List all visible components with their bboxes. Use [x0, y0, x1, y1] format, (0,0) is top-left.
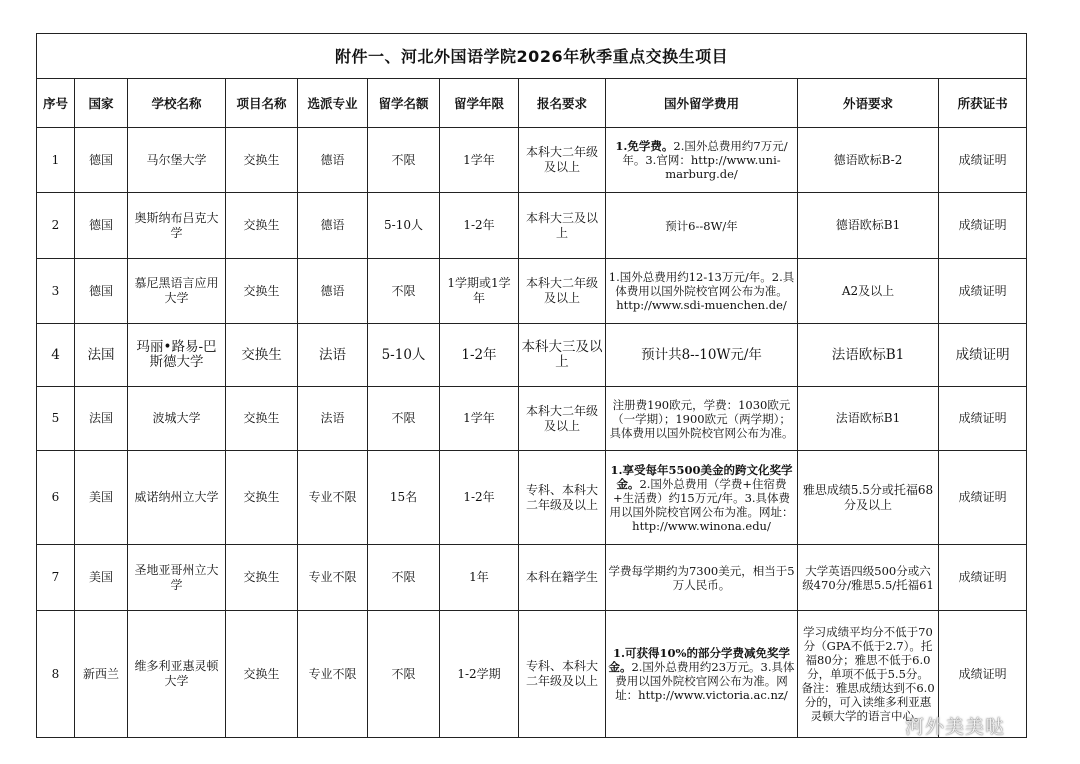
- cell-no: 3: [37, 259, 75, 324]
- cell-school: 奥斯纳布吕克大学: [128, 193, 226, 259]
- cell-fee: 预计6--8W/年: [606, 193, 798, 259]
- cell-major: 专业不限: [298, 545, 368, 611]
- cell-project: 交换生: [226, 324, 298, 387]
- header-quota: 留学名额: [368, 79, 440, 128]
- cell-school: 马尔堡大学: [128, 128, 226, 193]
- watermark: 河外美美哒: [905, 716, 1006, 738]
- cell-quota: 不限: [368, 611, 440, 738]
- cell-requirement: 本科大三及以上: [519, 324, 606, 387]
- table-row: [37, 387, 1027, 451]
- cell-requirement: 本科大二年级及以上: [519, 128, 606, 193]
- header-requirement: 报名要求: [519, 79, 606, 128]
- header-duration: 留学年限: [440, 79, 519, 128]
- cell-school: 圣地亚哥州立大学: [128, 545, 226, 611]
- cell-language: 德语欧标B1: [798, 193, 939, 259]
- table-row: [37, 324, 1027, 387]
- cell-duration: 1-2学期: [440, 611, 519, 738]
- cell-fee: [606, 128, 798, 193]
- cell-quota: 15名: [368, 451, 440, 545]
- header-school: 学校名称: [128, 79, 226, 128]
- cell-major: 法语: [298, 324, 368, 387]
- cell-language: 法语欧标B1: [798, 387, 939, 451]
- header-no: 序号: [37, 79, 75, 128]
- header-row: [37, 79, 1027, 128]
- cell-country: 德国: [75, 259, 128, 324]
- cell-major: 法语: [298, 387, 368, 451]
- cell-certificate: 成绩证明: [939, 611, 1027, 738]
- cell-country: 新西兰: [75, 611, 128, 738]
- cell-school: 维多利亚惠灵顿大学: [128, 611, 226, 738]
- cell-country: 美国: [75, 545, 128, 611]
- table-row: [37, 451, 1027, 545]
- cell-project: 交换生: [226, 611, 298, 738]
- fee-highlight: 1.享受每年5500美金的跨文化奖学金。: [610, 462, 793, 491]
- cell-quota: 不限: [368, 387, 440, 451]
- cell-major: 德语: [298, 193, 368, 259]
- fee-highlight: 1.可获得10%的部分学费减免奖学金。: [608, 646, 790, 674]
- fee-text: 2.国外总费用约7万元/年。3.官网：http://www.uni-marburg.de/: [622, 139, 788, 181]
- cell-requirement: 本科大二年级及以上: [519, 259, 606, 324]
- cell-certificate: 成绩证明: [939, 193, 1027, 259]
- fee-text: 2.国外总费用约23万元。3.具体费用以国外院校官网公布为准。网址：http://www.victoria.ac.nz/: [615, 660, 795, 702]
- document-sheet: [36, 33, 1026, 738]
- header-project: 项目名称: [226, 79, 298, 128]
- fee-highlight: 1.免学费。: [615, 139, 674, 153]
- cell-fee: [606, 451, 798, 545]
- cell-duration: 1-2年: [440, 451, 519, 545]
- cell-language: 学习成绩平均分不低于70分（GPA不低于2.7）。托福80分；雅思不低于6.0分，单项不低于5.5分。 备注：雅思成绩达到不6.0分的，可入读维多利亚惠灵顿大学的语言中心。: [798, 611, 939, 738]
- cell-project: 交换生: [226, 193, 298, 259]
- cell-requirement: 本科在籍学生: [519, 545, 606, 611]
- cell-duration: 1学期或1学年: [440, 259, 519, 324]
- header-certificate: 所获证书: [939, 79, 1027, 128]
- table-title: 附件一、河北外国语学院2026年秋季重点交换生项目: [37, 34, 1027, 79]
- cell-no: 4: [37, 324, 75, 387]
- cell-language: 法语欧标B1: [798, 324, 939, 387]
- table-row: [37, 259, 1027, 324]
- cell-duration: 1学年: [440, 387, 519, 451]
- cell-project: 交换生: [226, 259, 298, 324]
- cell-no: 8: [37, 611, 75, 738]
- cell-requirement: 本科大二年级及以上: [519, 387, 606, 451]
- cell-certificate: 成绩证明: [939, 451, 1027, 545]
- cell-school: 波城大学: [128, 387, 226, 451]
- cell-school: 玛丽•路易-巴斯德大学: [128, 324, 226, 387]
- cell-no: 6: [37, 451, 75, 545]
- cell-certificate: 成绩证明: [939, 545, 1027, 611]
- cell-no: 1: [37, 128, 75, 193]
- cell-duration: 1-2年: [440, 324, 519, 387]
- cell-duration: 1学年: [440, 128, 519, 193]
- table-row: [37, 193, 1027, 259]
- cell-certificate: 成绩证明: [939, 128, 1027, 193]
- cell-certificate: 成绩证明: [939, 387, 1027, 451]
- cell-duration: 1-2年: [440, 193, 519, 259]
- cell-quota: 5-10人: [368, 324, 440, 387]
- cell-certificate: 成绩证明: [939, 259, 1027, 324]
- cell-certificate: 成绩证明: [939, 324, 1027, 387]
- cell-country: 美国: [75, 451, 128, 545]
- cell-fee: 注册费190欧元，学费：1030欧元（一学期）；1900欧元（两学期）；具体费用以国外院校官网公布为准。: [606, 387, 798, 451]
- cell-no: 7: [37, 545, 75, 611]
- cell-language: A2及以上: [798, 259, 939, 324]
- header-major: 选派专业: [298, 79, 368, 128]
- cell-no: 2: [37, 193, 75, 259]
- cell-fee: 1.国外总费用约12-13万元/年。2.具体费用以国外院校官网公布为准。 http://www.sdi-muenchen.de/: [606, 259, 798, 324]
- cell-major: 专业不限: [298, 451, 368, 545]
- cell-fee: [606, 611, 798, 738]
- cell-major: 德语: [298, 128, 368, 193]
- cell-quota: 不限: [368, 128, 440, 193]
- cell-fee: 预计共8--10W元/年: [606, 324, 798, 387]
- cell-project: 交换生: [226, 545, 298, 611]
- cell-project: 交换生: [226, 128, 298, 193]
- cell-language: 大学英语四级500分或六级470分/雅思5.5/托福61: [798, 545, 939, 611]
- cell-fee: 学费每学期约为7300美元，相当于5万人民币。: [606, 545, 798, 611]
- table-row: [37, 545, 1027, 611]
- cell-country: 德国: [75, 193, 128, 259]
- cell-no: 5: [37, 387, 75, 451]
- cell-duration: 1年: [440, 545, 519, 611]
- cell-major: 专业不限: [298, 611, 368, 738]
- header-country: 国家: [75, 79, 128, 128]
- cell-project: 交换生: [226, 387, 298, 451]
- cell-major: 德语: [298, 259, 368, 324]
- table-row: [37, 128, 1027, 193]
- cell-school: 慕尼黑语言应用大学: [128, 259, 226, 324]
- cell-requirement: 专科、本科大二年级及以上: [519, 451, 606, 545]
- exchange-program-table: [36, 33, 1027, 738]
- fee-text: 2.国外总费用（学费+住宿费+生活费）约15万元/年。3.具体费用以国外院校官网公布为准。网址：http://www.winona.edu/: [609, 476, 794, 533]
- cell-language: 雅思成绩5.5分或托福68分及以上: [798, 451, 939, 545]
- cell-language: 德语欧标B-2: [798, 128, 939, 193]
- cell-country: 法国: [75, 324, 128, 387]
- cell-quota: 5-10人: [368, 193, 440, 259]
- cell-country: 法国: [75, 387, 128, 451]
- cell-project: 交换生: [226, 451, 298, 545]
- cell-country: 德国: [75, 128, 128, 193]
- header-language: 外语要求: [798, 79, 939, 128]
- cell-quota: 不限: [368, 545, 440, 611]
- cell-quota: 不限: [368, 259, 440, 324]
- cell-requirement: 本科大三及以上: [519, 193, 606, 259]
- table-row: [37, 611, 1027, 738]
- header-fee: 国外留学费用: [606, 79, 798, 128]
- cell-requirement: 专科、本科大二年级及以上: [519, 611, 606, 738]
- cell-school: 威诺纳州立大学: [128, 451, 226, 545]
